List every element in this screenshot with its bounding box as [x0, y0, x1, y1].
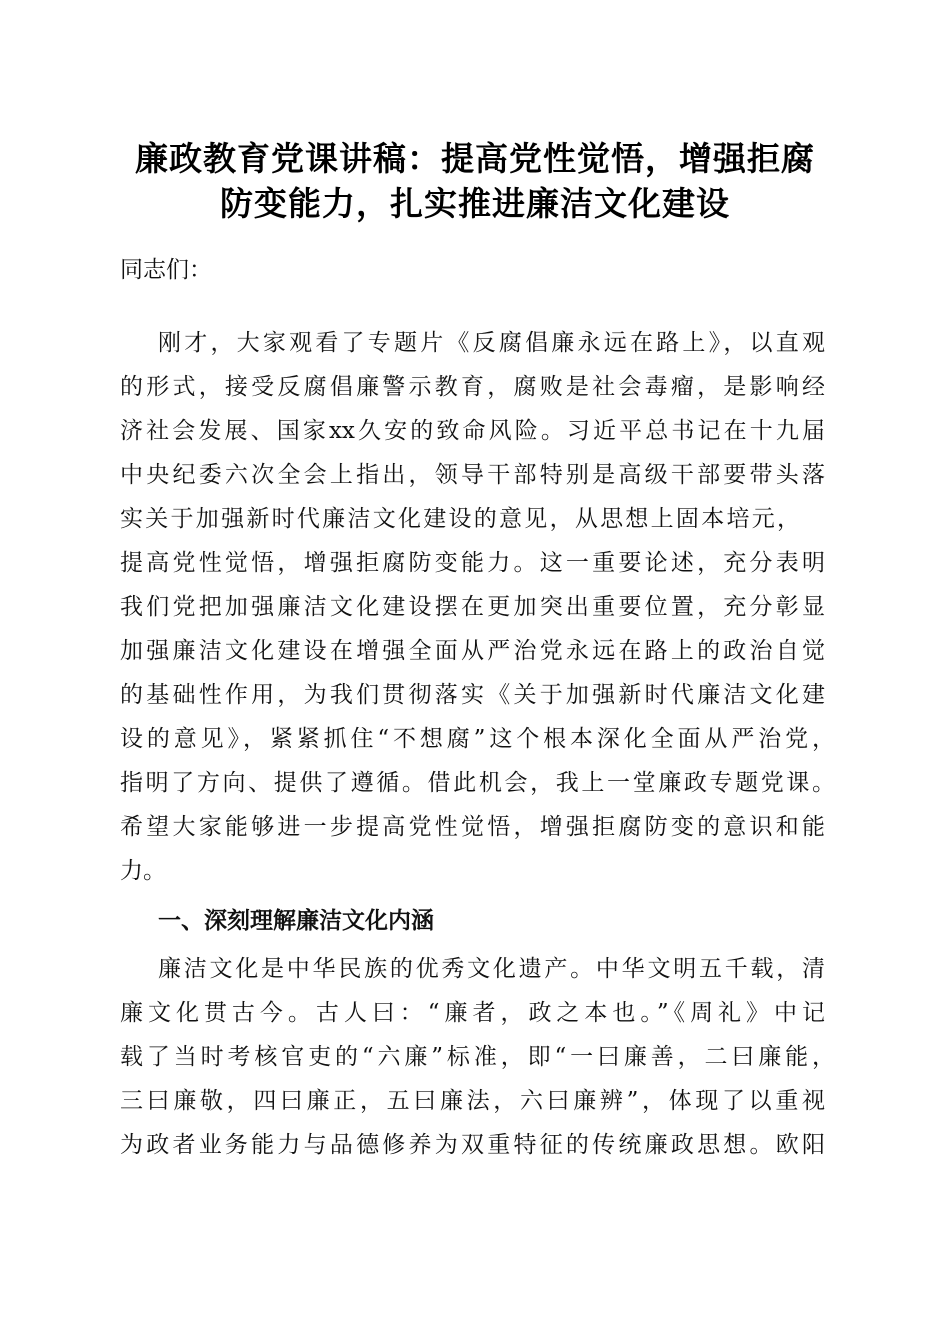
document-title-line-2: 防变能力，扎实推进廉洁文化建设 — [220, 184, 730, 223]
paragraph-2-line: 廉文化贯古今。古人曰：“廉者，政之本也。”《周礼》中记 — [120, 1000, 825, 1026]
paragraph-1-line: 济社会发展、国家xx久安的致命风险。习近平总书记在十九届 — [120, 418, 825, 444]
section-heading: 一、深刻理解廉洁文化内涵 — [158, 908, 434, 934]
paragraph-2-line: 廉洁文化是中华民族的优秀文化遗产。中华文明五千载，清 — [158, 956, 825, 982]
paragraph-1-line: 我们党把加强廉洁文化建设摆在更加突出重要位置，充分彰显 — [120, 594, 825, 620]
paragraph-1-line: 中央纪委六次全会上指出，领导干部特别是高级干部要带头落 — [120, 462, 825, 488]
paragraph-1-line: 提高党性觉悟，增强拒腐防变能力。这一重要论述，充分表明 — [120, 550, 825, 576]
paragraph-1-line: 实关于加强新时代廉洁文化建设的意见，从思想上固本培元， — [120, 506, 800, 532]
paragraph-2-line: 为政者业务能力与品德修养为双重特征的传统廉政思想。欧阳 — [120, 1132, 825, 1158]
paragraph-1-line: 的形式，接受反腐倡廉警示教育，腐败是社会毒瘤，是影响经 — [120, 374, 825, 400]
paragraph-2-line: 载了当时考核官吏的“六廉”标准，即“一曰廉善，二曰廉能， — [120, 1044, 835, 1070]
paragraph-1-line: 加强廉洁文化建设在增强全面从严治党永远在路上的政治自觉 — [120, 638, 825, 664]
paragraph-1-line: 的基础性作用，为我们贯彻落实《关于加强新时代廉洁文化建 — [120, 682, 825, 708]
paragraph-2-line: 三曰廉敬，四曰廉正，五曰廉法，六曰廉辨”，体现了以重视 — [120, 1088, 825, 1114]
paragraph-1-line: 力。 — [120, 858, 166, 884]
paragraph-1-line: 设的意见》，紧紧抓住“不想腐”这个根本深化全面从严治党， — [120, 726, 835, 752]
paragraph-1-line: 刚才，大家观看了专题片《反腐倡廉永远在路上》，以直观 — [158, 330, 825, 356]
paragraph-1-line: 希望大家能够进一步提高党性觉悟，增强拒腐防变的意识和能 — [120, 814, 825, 840]
paragraph-1-line: 指明了方向、提供了遵循。借此机会，我上一堂廉政专题党课。 — [120, 770, 835, 796]
document-title-line-1: 廉政教育党课讲稿：提高党性觉悟，增强拒腐 — [135, 139, 815, 178]
salutation: 同志们： — [120, 257, 212, 283]
